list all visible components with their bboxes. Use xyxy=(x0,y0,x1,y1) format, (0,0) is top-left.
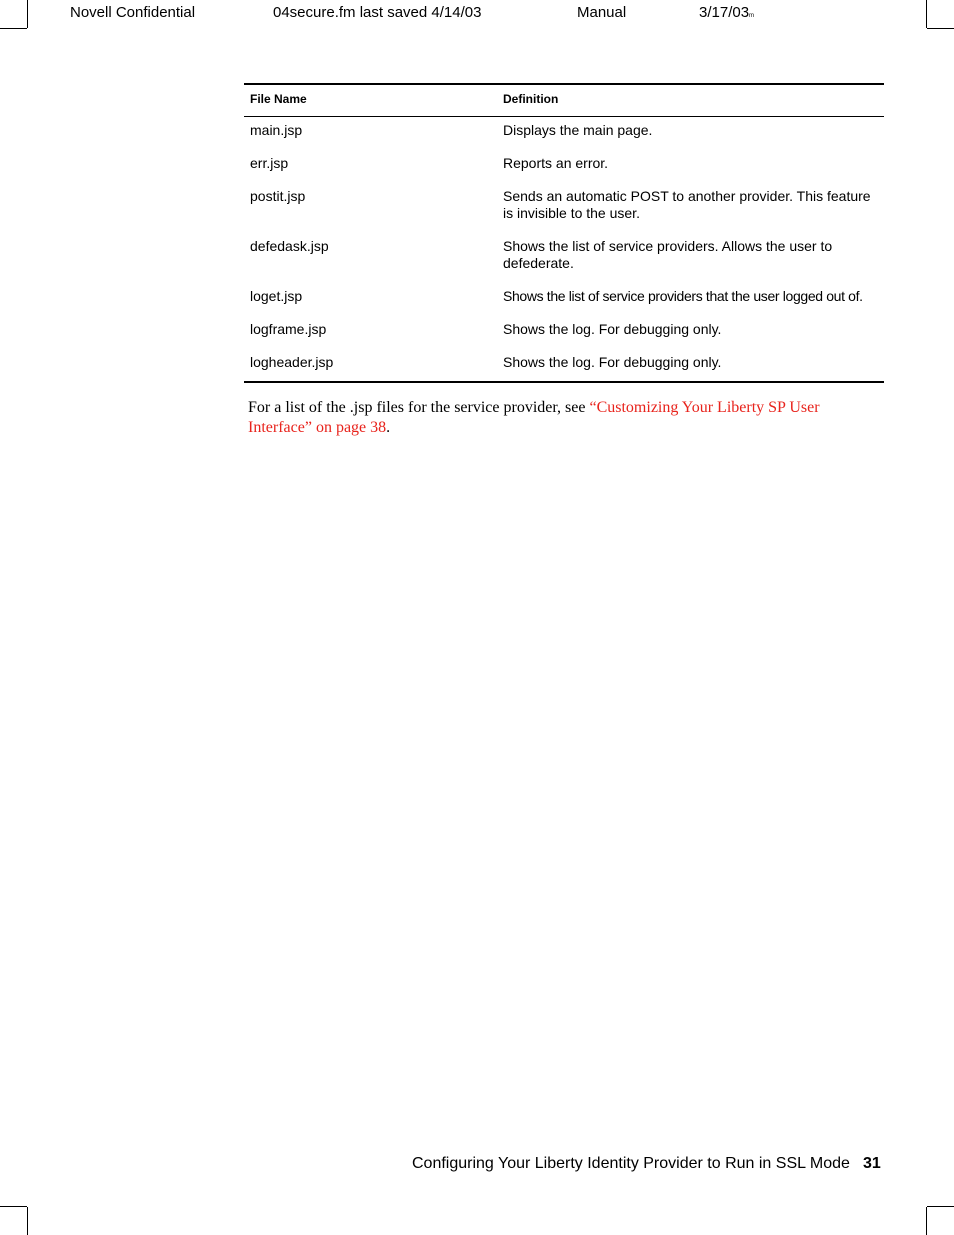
table-body xyxy=(244,117,884,381)
crop-mark-top-right-vertical xyxy=(926,0,927,28)
header-date-group xyxy=(699,4,754,21)
crop-mark-bottom-right-horizontal xyxy=(927,1206,954,1207)
file-name-cell: err.jsp xyxy=(250,155,289,171)
page-number: 31 xyxy=(863,1155,881,1172)
definition-cell: Shows the list of service providers. Allows the user to defederate. xyxy=(503,238,833,271)
cross-reference-link[interactable]: “Customizing Your Liberty SP User Interface” on page 38 xyxy=(248,399,820,436)
column-header-file-name: File Name xyxy=(250,92,307,106)
paragraph-text: For a list of the .jsp files for the service provider, see xyxy=(248,399,590,416)
crop-mark-bottom-left-horizontal xyxy=(0,1206,27,1207)
footer-chapter-title: Configuring Your Liberty Identity Provider to Run in SSL Mode xyxy=(412,1155,850,1172)
jsp-file-table xyxy=(244,83,884,383)
definition-cell: Displays the main page. xyxy=(503,122,653,138)
crop-mark-top-right-horizontal xyxy=(927,28,954,29)
header-date-mark: m xyxy=(749,13,755,19)
crop-mark-bottom-right-vertical xyxy=(926,1207,927,1235)
file-name-cell: postit.jsp xyxy=(250,188,306,204)
crop-mark-bottom-left-vertical xyxy=(27,1207,28,1235)
header-file-info: 04secure.fm last saved 4/14/03 xyxy=(273,4,482,21)
table-row xyxy=(244,321,884,338)
crop-mark-top-left-vertical xyxy=(27,0,28,28)
body-paragraph xyxy=(248,398,868,438)
file-name-cell: logheader.jsp xyxy=(250,354,334,370)
crop-mark-top-left-horizontal xyxy=(0,28,27,29)
file-name-cell: logframe.jsp xyxy=(250,321,327,337)
column-header-definition: Definition xyxy=(503,92,559,106)
definition-cell: Shows the log. For debugging only. xyxy=(503,321,722,337)
table-header-row xyxy=(244,85,884,117)
table-row xyxy=(244,188,884,222)
table-row xyxy=(244,122,884,139)
paragraph-text-end: . xyxy=(386,419,391,436)
definition-cell: Sends an automatic POST to another provider. This feature is invisible to the user. xyxy=(503,188,871,221)
header-date: 3/17/03 xyxy=(699,4,750,21)
definition-cell: Reports an error. xyxy=(503,155,609,171)
definition-cell: Shows the log. For debugging only. xyxy=(503,354,722,370)
table-row xyxy=(244,155,884,172)
file-name-cell: defedask.jsp xyxy=(250,238,329,254)
file-name-cell: main.jsp xyxy=(250,122,303,138)
table-row xyxy=(244,238,884,272)
definition-cell: Shows the list of service providers that the user logged out of. xyxy=(503,288,863,304)
file-name-cell: loget.jsp xyxy=(250,288,303,304)
header-confidential: Novell Confidential xyxy=(70,4,196,21)
table-row xyxy=(244,354,884,371)
table-row xyxy=(244,288,884,305)
header-doc-type: Manual xyxy=(577,4,627,21)
